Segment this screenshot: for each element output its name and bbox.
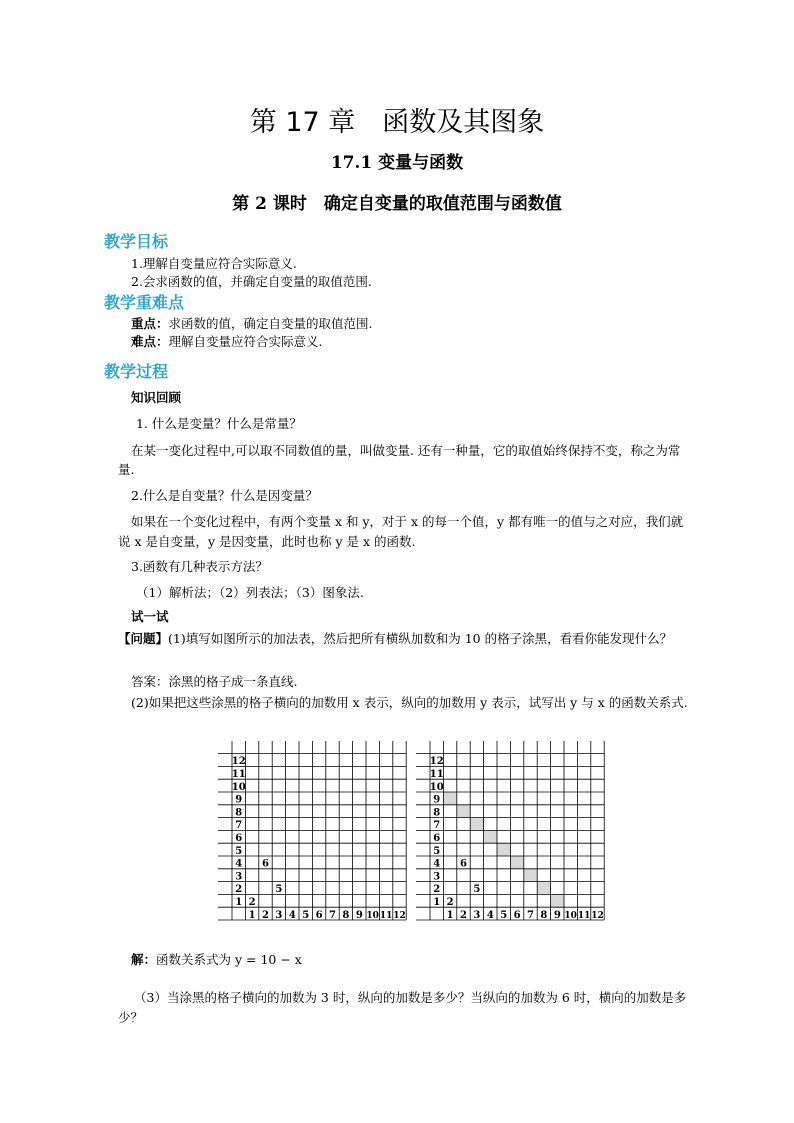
col-label: 6 bbox=[513, 909, 521, 921]
row-label: 4 bbox=[235, 858, 243, 870]
problem-2: (2)如果把这些涂黑的格子横向的加数用 x 表示，纵向的加数用 y 表示，试写出 y 与 x 的函数关系式. bbox=[131, 695, 688, 710]
cell-value: 6 bbox=[262, 858, 269, 870]
lesson-title: 第 2 课时 确定自变量的取值范围与函数值 bbox=[232, 194, 562, 214]
row-label: 5 bbox=[235, 845, 243, 857]
col-label: 5 bbox=[302, 909, 310, 921]
goal-item-1: 1.理解自变量应符合实际意义. bbox=[131, 256, 297, 271]
cell-value: 5 bbox=[275, 884, 283, 896]
cell-value: 6 bbox=[460, 858, 467, 870]
col-label: 12 bbox=[591, 910, 604, 921]
shaded-cell bbox=[470, 818, 483, 831]
row-label: 7 bbox=[433, 820, 441, 832]
solution-label: 解： bbox=[131, 952, 157, 967]
col-label: 3 bbox=[473, 909, 481, 921]
col-label: 7 bbox=[329, 909, 336, 921]
section-title: 17.1 变量与函数 bbox=[330, 153, 464, 173]
key-point-label: 重点： bbox=[131, 316, 169, 331]
answer-1: 在某一变化过程中,可以取不同数值的量，叫做变量. 还有一种量，它的取值始终保持不变，称之为常量. bbox=[118, 443, 681, 477]
col-label: 10 bbox=[366, 910, 379, 921]
col-label: 4 bbox=[486, 909, 494, 921]
cell-value: 5 bbox=[473, 884, 481, 896]
col-label: 4 bbox=[288, 909, 296, 921]
chapter-title: 第 17 章 函数及其图象 bbox=[249, 107, 545, 138]
row-label: 8 bbox=[433, 807, 441, 819]
review-label: 知识回顾 bbox=[131, 390, 182, 405]
row-label: 11 bbox=[429, 769, 444, 780]
row-label: 2 bbox=[235, 884, 243, 896]
row-label: 9 bbox=[433, 794, 441, 806]
row-label: 6 bbox=[235, 833, 243, 844]
col-label: 2 bbox=[460, 909, 467, 921]
goals-heading: 教学目标 bbox=[104, 232, 169, 251]
question-3: 3.函数有几种表示方法？ bbox=[131, 559, 268, 574]
shaded-cell bbox=[497, 843, 510, 856]
col-label: 6 bbox=[315, 909, 323, 921]
problem-3: （3）当涂黑的格子横向的加数为 3 时，纵向的加数是多少？当纵向的加数为 6 时，横向的加数是多少？ bbox=[118, 990, 687, 1025]
row-label: 7 bbox=[235, 820, 243, 832]
row-label: 3 bbox=[433, 871, 441, 883]
process-heading: 教学过程 bbox=[104, 362, 169, 381]
col-label: 11 bbox=[379, 910, 393, 921]
row-label: 10 bbox=[231, 781, 246, 793]
row-label: 8 bbox=[235, 807, 243, 819]
answer-3: （1）解析法；（2）列表法；（3）图象法. bbox=[136, 585, 364, 600]
col-label: 1 bbox=[248, 909, 256, 921]
question-2: 2.什么是自变量？什么是因变量？ bbox=[131, 488, 318, 503]
key-point bbox=[131, 314, 373, 332]
answer-2: 如果在一个变化过程中，有两个变量 x 和 y，对于 x 的每一个值，y 都有唯一的值与之对应，我们就说 x 是自变量，y 是因变量，此时也称 y 是 x 的函数. bbox=[118, 514, 684, 549]
try-label: 试一试 bbox=[131, 609, 169, 624]
shaded-cell bbox=[443, 792, 456, 805]
col-label: 2 bbox=[262, 909, 269, 921]
row-label: 9 bbox=[235, 794, 243, 806]
row-label: 1 bbox=[235, 897, 243, 908]
goal-item-2: 2.会求函数的值，并确定自变量的取值范围. bbox=[131, 274, 372, 289]
hard-point-label: 难点： bbox=[131, 334, 169, 349]
col-label: 1 bbox=[446, 909, 454, 921]
row-label: 2 bbox=[433, 884, 441, 896]
row-label: 3 bbox=[235, 871, 243, 883]
shaded-cell bbox=[551, 894, 564, 907]
problem-label: 【问题】 bbox=[118, 631, 169, 646]
col-label: 11 bbox=[577, 910, 591, 921]
col-label: 12 bbox=[393, 910, 406, 921]
problem-1-text: (1)填写如图所示的加法表，然后把所有横纵加数和为 10 的格子涂黑，看看你能发现什么？ bbox=[168, 631, 673, 646]
row-label: 11 bbox=[231, 769, 246, 780]
row-label: 12 bbox=[429, 756, 444, 768]
col-label: 9 bbox=[355, 909, 363, 921]
col-label: 9 bbox=[553, 909, 561, 921]
cell-value: 2 bbox=[248, 897, 256, 908]
col-label: 7 bbox=[527, 909, 534, 921]
question-1: 1. 什么是变量？什么是常量？ bbox=[136, 416, 302, 431]
problem-1 bbox=[118, 629, 692, 649]
shaded-cell bbox=[510, 856, 523, 869]
row-label: 4 bbox=[433, 858, 441, 870]
solution-text: 函数关系式为 y = 10 − x bbox=[156, 952, 302, 967]
col-label: 3 bbox=[275, 909, 283, 921]
solution bbox=[131, 950, 302, 968]
addition-grid-shaded bbox=[416, 741, 604, 926]
shaded-cell bbox=[537, 882, 550, 895]
key-point-text: 求函数的值，确定自变量的取值范围. bbox=[168, 316, 373, 331]
shaded-cell bbox=[457, 805, 470, 818]
hard-point bbox=[131, 332, 323, 350]
row-label: 6 bbox=[433, 833, 441, 844]
row-label: 12 bbox=[231, 756, 246, 768]
row-label: 10 bbox=[429, 781, 444, 793]
col-label: 5 bbox=[500, 909, 508, 921]
addition-grid-blank bbox=[218, 741, 406, 926]
shaded-cell bbox=[484, 830, 497, 843]
difficulties-heading: 教学重难点 bbox=[104, 293, 185, 312]
shaded-cell bbox=[524, 869, 537, 882]
row-label: 1 bbox=[433, 897, 441, 908]
hard-point-text: 理解自变量应符合实际意义. bbox=[168, 334, 323, 349]
answer-problem-1: 答案：涂黑的格子成一条直线. bbox=[131, 674, 298, 689]
col-label: 8 bbox=[540, 909, 548, 921]
cell-value: 2 bbox=[446, 897, 454, 908]
col-label: 10 bbox=[564, 910, 577, 921]
col-label: 8 bbox=[342, 909, 350, 921]
row-label: 5 bbox=[433, 845, 441, 857]
